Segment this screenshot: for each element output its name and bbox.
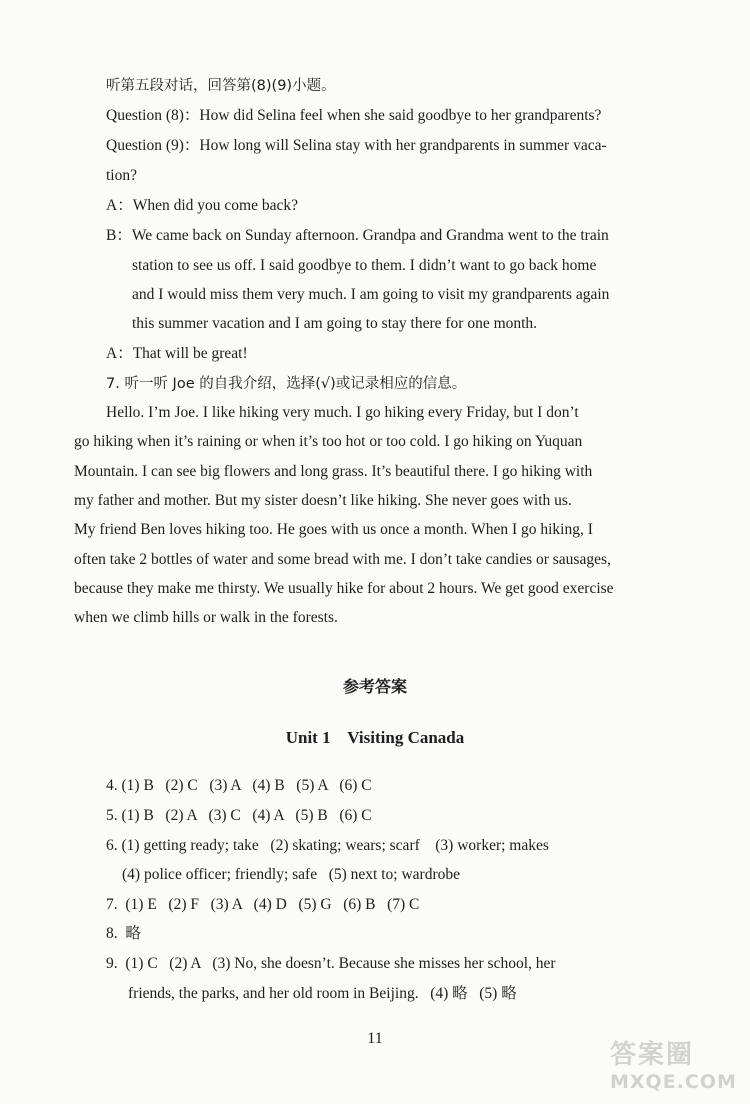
dialog-b1-line4: this summer vacation and I am going to stay there for one month. xyxy=(132,315,538,332)
answer-8: 8. 略 xyxy=(106,925,141,942)
passage-line: go hiking when it’s raining or when it’s too hot or too cold. I go hiking on Yuquan xyxy=(74,433,583,450)
dialog-a2: A：That will be great! xyxy=(106,345,248,362)
answer-6-line1: 6. (1) getting ready; take (2) skating; wears; scarf (3) worker; makes xyxy=(106,837,549,854)
answer-7: 7. (1) E (2) F (3) A (4) D (5) G (6) B (7) C xyxy=(106,896,420,913)
question-9-line2: tion? xyxy=(106,167,137,184)
page-number: 11 xyxy=(367,1030,383,1047)
passage-line: My friend Ben loves hiking too. He goes with us once a month. When I go hiking, I xyxy=(74,521,593,538)
passage-line: often take 2 bottles of water and some bread with me. I don’t take candies or sausages, xyxy=(74,551,611,568)
answer-9-line1: 9. (1) C (2) A (3) No, she doesn’t. Because she misses her school, her xyxy=(106,955,556,972)
question-8: Question (8)：How did Selina feel when she said goodbye to her grandparents? xyxy=(106,107,602,124)
watermark-bottom-text: MXQE.COM xyxy=(610,1071,737,1093)
passage-line: my father and mother. But my sister doesn’t like hiking. She never goes with us. xyxy=(74,492,572,509)
dialog5-instruction: 听第五段对话，回答第(8)(9)小题。 xyxy=(106,78,336,94)
answer-6-line2: (4) police officer; friendly; safe (5) next to; wardrobe xyxy=(122,866,460,883)
answer-4: 4. (1) B (2) C (3) A (4) B (5) A (6) C xyxy=(106,777,372,794)
dialog-a1: A：When did you come back? xyxy=(106,197,298,214)
item7-instruction: 7. 听一听 Joe 的自我介绍，选择(√)或记录相应的信息。 xyxy=(106,376,467,392)
answer-5: 5. (1) B (2) A (3) C (4) A (5) B (6) C xyxy=(106,807,372,824)
dialog-b1-line1: B：We came back on Sunday afternoon. Grandpa and Grandma went to the train xyxy=(106,227,609,244)
dialog-b1-line3: and I would miss them very much. I am going to visit my grandparents again xyxy=(132,286,610,303)
passage-line: Mountain. I can see big flowers and long grass. It’s beautiful there. I go hiking with xyxy=(74,463,593,480)
answer-9-line2: friends, the parks, and her old room in Beijing. (4) 略 (5) 略 xyxy=(128,985,517,1002)
dialog-b1-line2: station to see us off. I said goodbye to them. I didn’t want to go back home xyxy=(132,257,597,274)
watermark-top-text: 答案圈 xyxy=(610,1040,695,1070)
passage-line: when we climb hills or walk in the forests. xyxy=(74,609,338,626)
passage-line: because they make me thirsty. We usually hike for about 2 hours. We get good exercise xyxy=(74,580,614,597)
question-9-line1: Question (9)：How long will Selina stay with her grandparents in summer vaca- xyxy=(106,137,607,154)
passage-line: Hello. I’m Joe. I like hiking very much. I go hiking every Friday, but I don’t xyxy=(106,404,579,421)
answers-section-title: 参考答案 xyxy=(342,677,407,696)
watermark-logo xyxy=(610,1034,740,1098)
unit-title: Unit 1 Visiting Canada xyxy=(285,728,465,747)
